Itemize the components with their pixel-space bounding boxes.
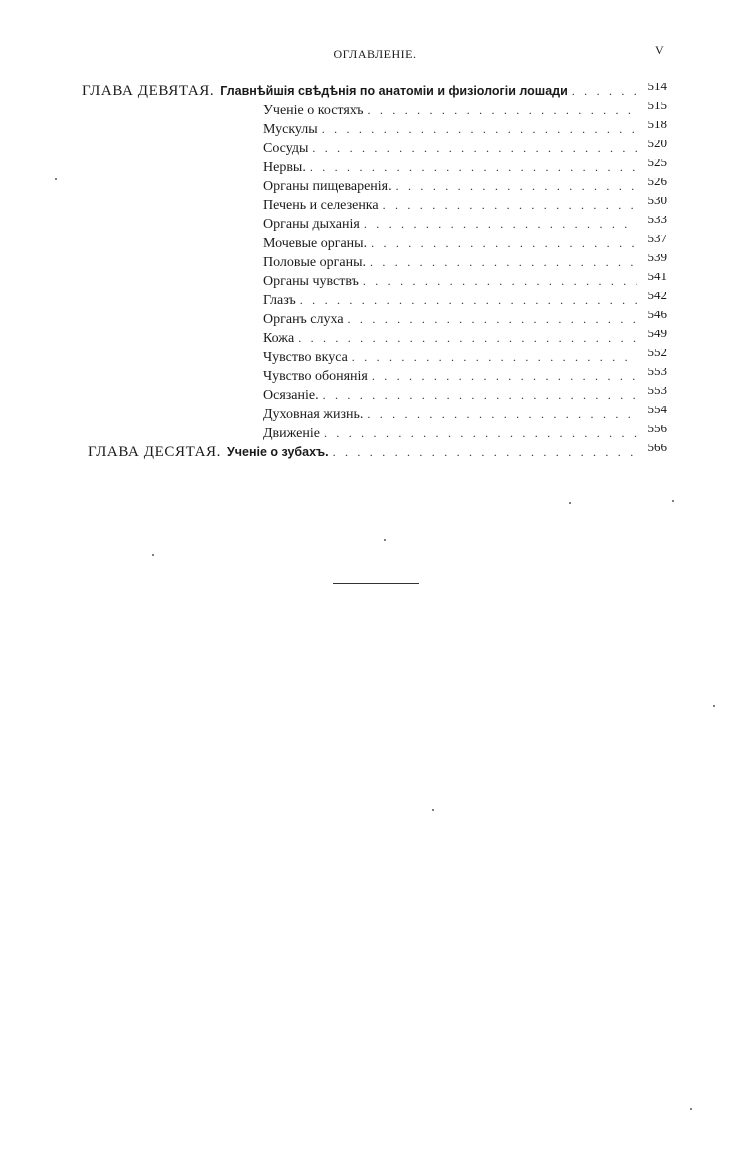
page-reference: 546 bbox=[647, 311, 667, 321]
page-reference: 549 bbox=[647, 330, 667, 340]
toc-entry bbox=[263, 216, 667, 234]
entry-title: Чувство вкуса bbox=[263, 350, 348, 365]
dot-leader bbox=[318, 122, 637, 137]
dot-leader bbox=[366, 255, 637, 270]
scan-speck bbox=[152, 554, 154, 556]
dot-leader bbox=[363, 407, 637, 422]
chapter-ten-line bbox=[88, 444, 667, 462]
entry-title: Органы пищеваренiя. bbox=[263, 179, 392, 194]
entry-title: Половые органы. bbox=[263, 255, 366, 270]
dot-leader bbox=[379, 198, 637, 213]
entry-title: Органы чувствъ bbox=[263, 274, 359, 289]
page-reference: 541 bbox=[647, 273, 667, 283]
page-reference: 542 bbox=[647, 292, 667, 302]
entry-title: Мускулы bbox=[263, 122, 318, 137]
closing-rule bbox=[333, 583, 419, 584]
toc-entry bbox=[263, 254, 667, 272]
dot-leader bbox=[319, 388, 637, 403]
scan-speck bbox=[690, 1108, 692, 1110]
chapter-nine-line bbox=[82, 83, 667, 101]
page-reference: 526 bbox=[647, 178, 667, 188]
page-reference: 525 bbox=[647, 159, 667, 169]
page-reference: 530 bbox=[647, 197, 667, 207]
toc-entry bbox=[263, 387, 667, 405]
scan-speck bbox=[432, 809, 434, 811]
chapter-title: Главнѣйшiя свѣдѣнiя по анатомiи и физiологiи лошади bbox=[220, 84, 568, 98]
page-reference: 518 bbox=[647, 121, 667, 131]
dot-leader bbox=[329, 445, 637, 460]
toc-entry bbox=[263, 235, 667, 253]
scan-speck bbox=[384, 539, 386, 541]
dot-leader bbox=[294, 331, 637, 346]
page-reference: 554 bbox=[647, 406, 667, 416]
toc-entry bbox=[263, 197, 667, 215]
page-reference: 520 bbox=[647, 140, 667, 150]
dot-leader bbox=[308, 141, 637, 156]
entry-title: Мочевые органы. bbox=[263, 236, 368, 251]
dot-leader bbox=[392, 179, 637, 194]
toc-entry bbox=[263, 102, 667, 120]
dot-leader bbox=[360, 217, 637, 232]
dot-leader bbox=[306, 160, 637, 175]
dot-leader bbox=[364, 103, 638, 118]
toc-entry bbox=[263, 121, 667, 139]
page-reference: 539 bbox=[647, 254, 667, 264]
page-reference: 556 bbox=[647, 425, 667, 435]
page-reference: 514 bbox=[647, 83, 667, 93]
entry-title: Нервы. bbox=[263, 160, 306, 175]
entry-title: Глазъ bbox=[263, 293, 296, 308]
page-reference: 533 bbox=[647, 216, 667, 226]
toc-entry bbox=[263, 425, 667, 443]
page-reference: 553 bbox=[647, 387, 667, 397]
entry-title: Осязанiе. bbox=[263, 388, 319, 403]
dot-leader bbox=[367, 236, 637, 251]
toc-entry bbox=[263, 330, 667, 348]
entry-title: Сосуды bbox=[263, 141, 309, 156]
dot-leader bbox=[296, 293, 637, 308]
toc-entry bbox=[263, 406, 667, 424]
chapter-title: Ученiе о зубахъ. bbox=[227, 445, 329, 459]
entry-title: Ученiе о костяхъ bbox=[263, 103, 364, 118]
entry-title: Движенiе bbox=[263, 426, 320, 441]
page-reference: 553 bbox=[647, 368, 667, 378]
page-reference: 515 bbox=[647, 102, 667, 112]
toc-entry bbox=[263, 273, 667, 291]
page-reference: 537 bbox=[647, 235, 667, 245]
scan-speck bbox=[569, 502, 571, 504]
page-reference: 566 bbox=[647, 444, 667, 454]
entry-title: Чувство обонянiя bbox=[263, 369, 368, 384]
toc-entry bbox=[263, 178, 667, 196]
page-reference: 552 bbox=[647, 349, 667, 359]
scan-speck bbox=[713, 705, 715, 707]
dot-leader bbox=[320, 426, 637, 441]
scan-speck bbox=[672, 500, 674, 502]
toc-entry bbox=[263, 140, 667, 158]
chapter-label: ГЛАВА ДЕСЯТАЯ. bbox=[88, 444, 221, 460]
dot-leader bbox=[344, 312, 637, 327]
toc-entry bbox=[263, 292, 667, 310]
entry-title: Кожа bbox=[263, 331, 295, 346]
page-number: V bbox=[655, 43, 664, 57]
toc-entry bbox=[263, 349, 667, 367]
chapter-label: ГЛАВА ДЕВЯТАЯ. bbox=[82, 83, 215, 99]
running-head: ОГЛАВЛЕНIЕ. bbox=[333, 47, 417, 61]
dot-leader bbox=[348, 350, 637, 365]
scan-speck bbox=[55, 178, 57, 180]
toc-entry bbox=[263, 159, 667, 177]
entry-title: Органъ слуха bbox=[263, 312, 344, 327]
dot-leader bbox=[359, 274, 637, 289]
toc-entry bbox=[263, 368, 667, 386]
dot-leader bbox=[368, 369, 637, 384]
entry-title: Органы дыханiя bbox=[263, 217, 360, 232]
entry-title: Духовная жизнь. bbox=[263, 407, 364, 422]
toc-entry bbox=[263, 311, 667, 329]
dot-leader bbox=[568, 84, 637, 99]
entry-title: Печень и селезенка bbox=[263, 198, 379, 213]
